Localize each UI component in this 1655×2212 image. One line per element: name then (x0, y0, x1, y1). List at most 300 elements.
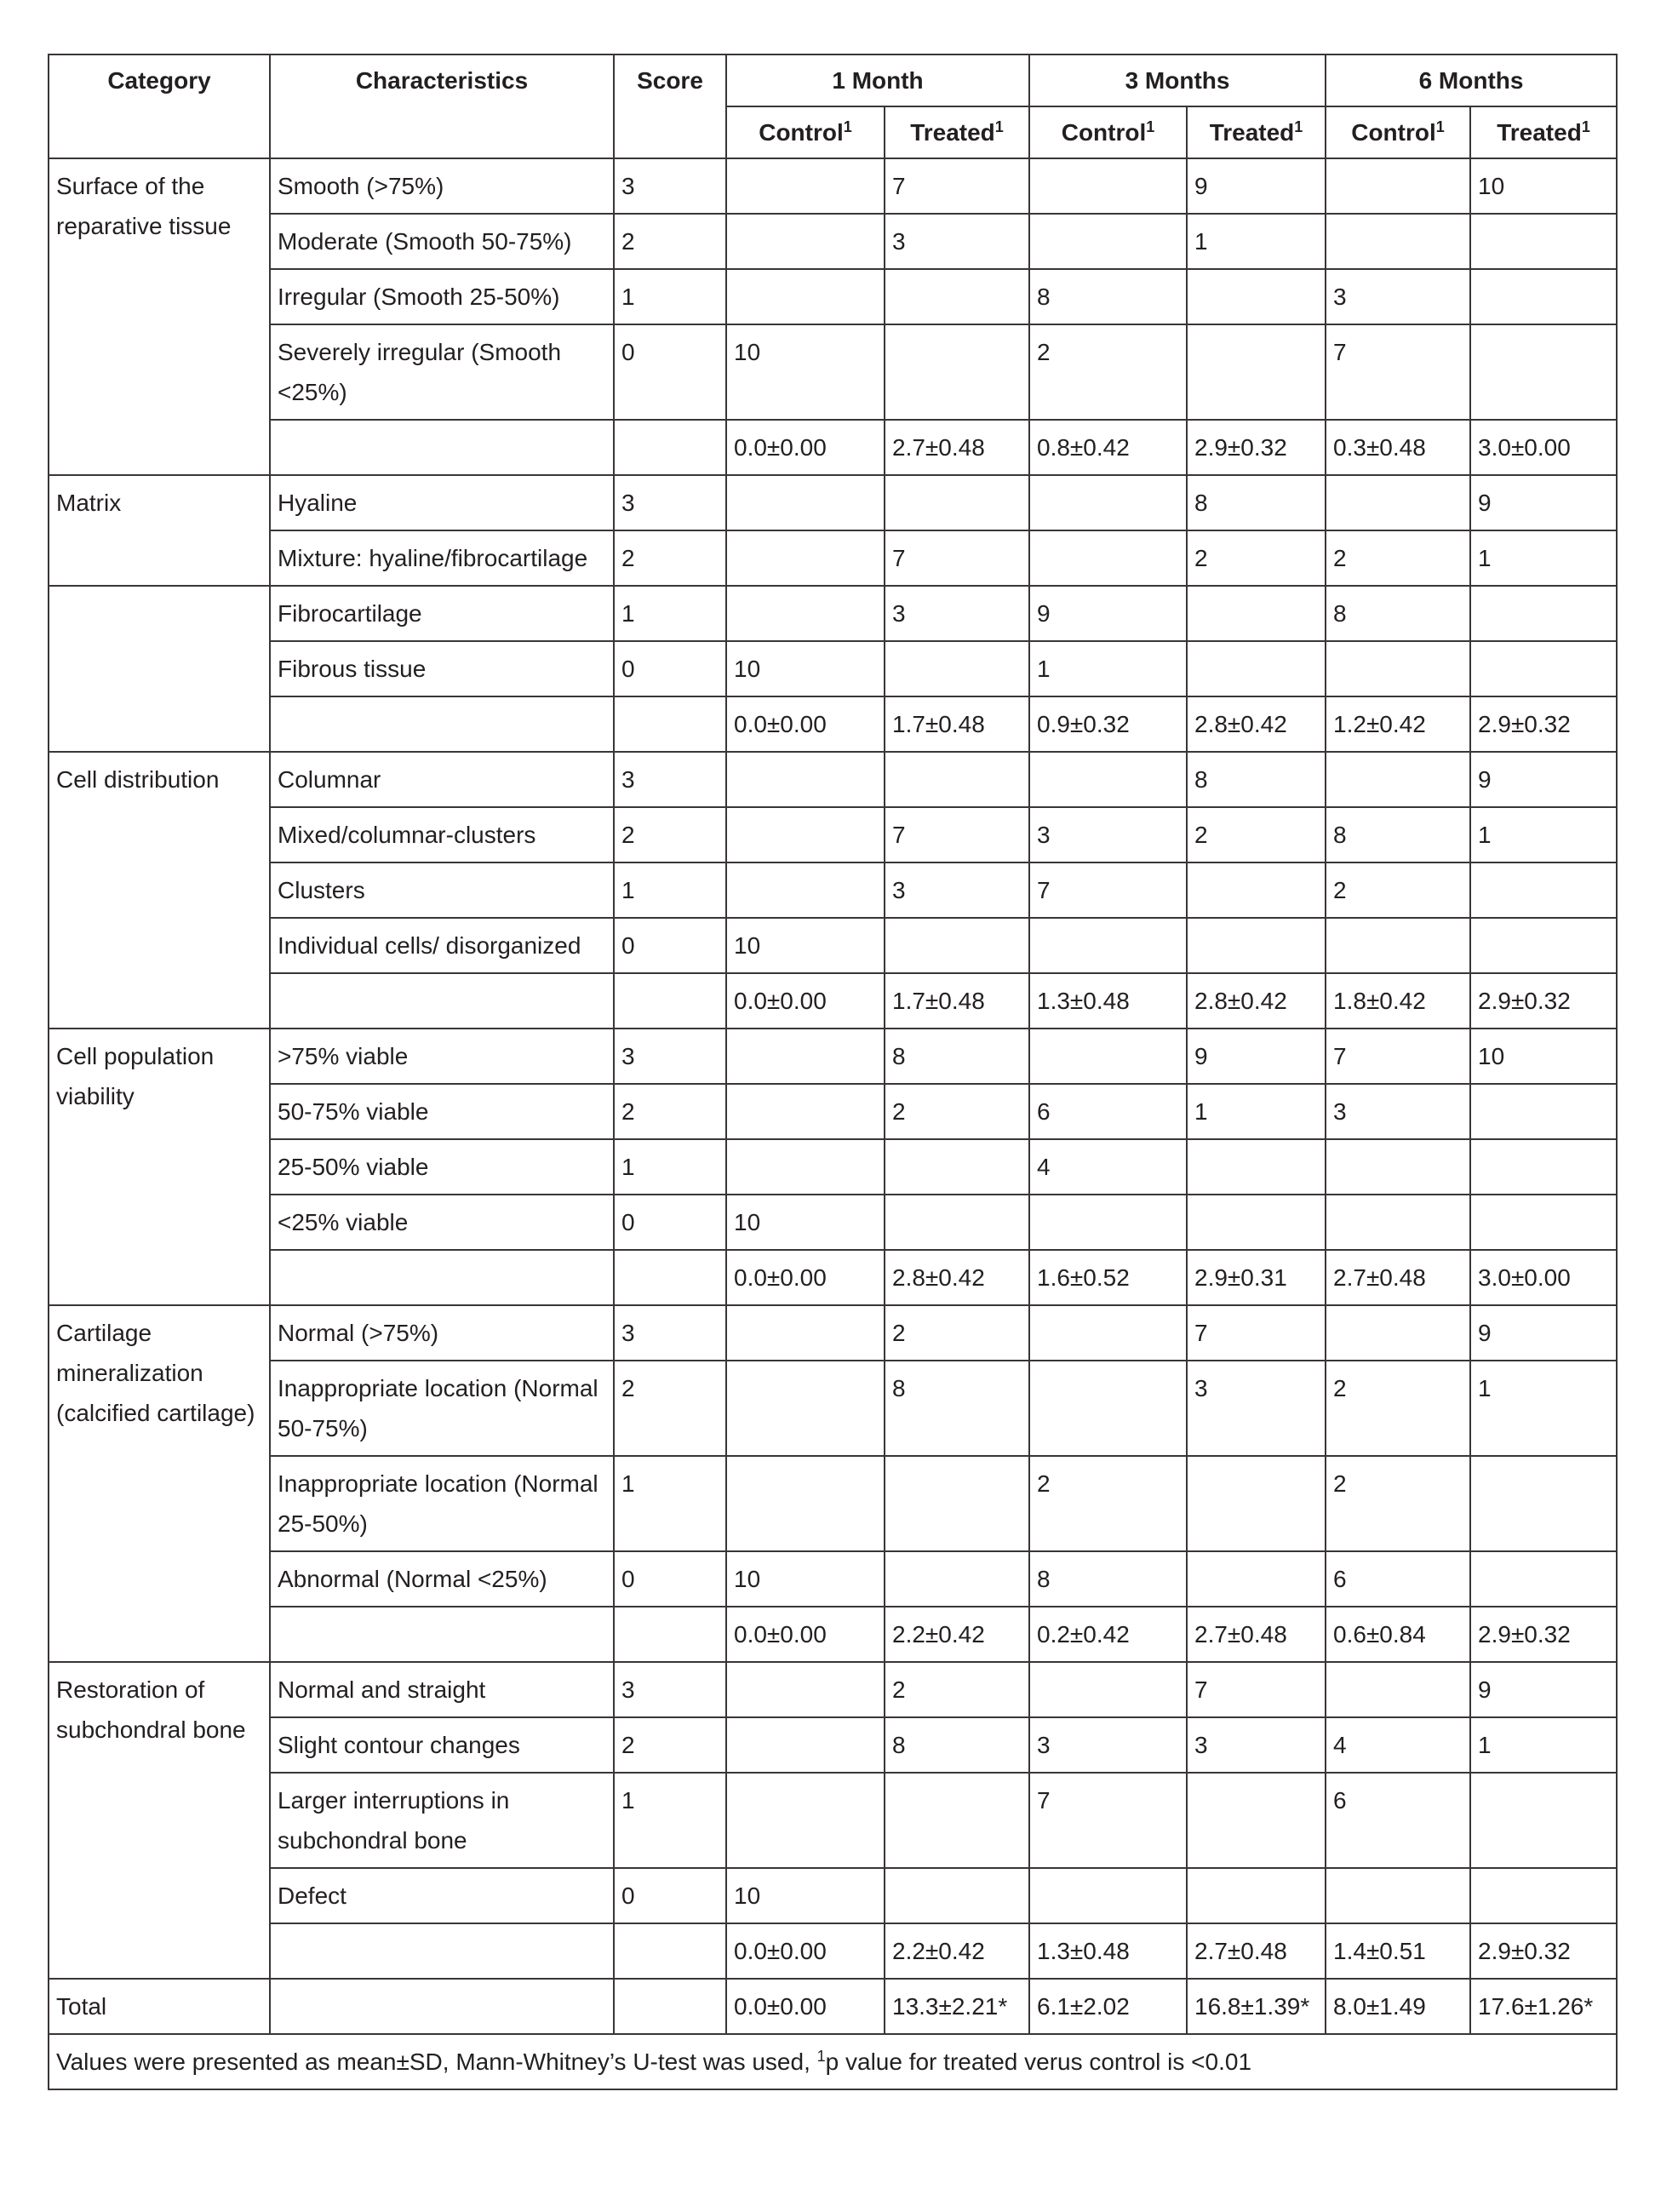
count-cell (1470, 1195, 1617, 1250)
total-cell: 16.8±1.39* (1187, 1979, 1326, 2034)
count-cell (1187, 324, 1326, 420)
score-cell: 1 (614, 1456, 726, 1551)
count-cell (1470, 1456, 1617, 1551)
count-cell: 1 (1470, 807, 1617, 862)
count-cell: 10 (1470, 1029, 1617, 1084)
count-cell: 1 (1470, 1717, 1617, 1773)
table-body (49, 158, 1617, 2089)
table-row (49, 530, 1617, 586)
table-row (49, 1868, 1617, 1923)
count-cell (1187, 1456, 1326, 1551)
table-row (49, 1195, 1617, 1250)
count-cell (1326, 1305, 1470, 1361)
total-cell: 8.0±1.49 (1326, 1979, 1470, 2034)
count-cell (1187, 862, 1326, 918)
mean-cell: 1.7±0.48 (885, 973, 1029, 1029)
count-cell (1470, 1084, 1617, 1139)
count-cell (1029, 475, 1187, 530)
count-cell (1029, 1195, 1187, 1250)
count-cell (1470, 1773, 1617, 1868)
mean-cell: 0.0±0.00 (726, 420, 885, 475)
score-cell: 2 (614, 807, 726, 862)
count-cell: 6 (1326, 1551, 1470, 1607)
mean-cell: 2.9±0.32 (1470, 1923, 1617, 1979)
characteristic-cell: Inappropriate location (Normal 50-75%) (270, 1361, 614, 1456)
mean-cell: 2.9±0.32 (1187, 420, 1326, 475)
mean-cell: 0.0±0.00 (726, 1607, 885, 1662)
mean-cell: 2.8±0.42 (1187, 696, 1326, 752)
mean-row (49, 1607, 1617, 1662)
count-cell: 2 (1326, 862, 1470, 918)
count-cell: 9 (1187, 158, 1326, 214)
table-row (49, 475, 1617, 530)
count-cell (1470, 1868, 1617, 1923)
count-cell: 7 (885, 807, 1029, 862)
count-cell: 2 (885, 1305, 1029, 1361)
table-row (49, 918, 1617, 973)
subheader-treated (1470, 106, 1617, 158)
table-row (49, 1456, 1617, 1551)
mean-cell: 2.9±0.32 (1470, 973, 1617, 1029)
count-cell: 10 (726, 1551, 885, 1607)
total-label: Total (49, 1979, 270, 2034)
characteristic-cell-empty (270, 420, 614, 475)
header-period: 3 Months (1029, 54, 1326, 106)
count-cell: 7 (1029, 1773, 1187, 1868)
table-row (49, 807, 1617, 862)
count-cell (1029, 1029, 1187, 1084)
score-cell: 1 (614, 862, 726, 918)
characteristic-cell: Severely irregular (Smooth <25%) (270, 324, 614, 420)
footnote-marker: 1 (1294, 118, 1303, 135)
count-cell: 8 (1326, 807, 1470, 862)
count-cell: 7 (885, 158, 1029, 214)
table-row (49, 1084, 1617, 1139)
characteristic-cell: Irregular (Smooth 25-50%) (270, 269, 614, 324)
mean-cell: 3.0±0.00 (1470, 420, 1617, 475)
score-cell: 1 (614, 1773, 726, 1868)
score-cell-empty (614, 696, 726, 752)
count-cell: 9 (1470, 752, 1617, 807)
count-cell: 6 (1029, 1084, 1187, 1139)
subheader-control (1326, 106, 1470, 158)
table-row (49, 862, 1617, 918)
table-row (49, 1662, 1617, 1717)
count-cell: 7 (1326, 324, 1470, 420)
count-cell (726, 862, 885, 918)
category-cell: Cell distribution (49, 752, 270, 1029)
count-cell: 7 (1187, 1305, 1326, 1361)
subheader-treated (885, 106, 1029, 158)
footnote-marker: 1 (1581, 118, 1590, 135)
total-row (49, 1979, 1617, 2034)
total-cell: 13.3±2.21* (885, 1979, 1029, 2034)
count-cell (1187, 1773, 1326, 1868)
score-cell-empty (614, 420, 726, 475)
count-cell (726, 1717, 885, 1773)
table-row (49, 1305, 1617, 1361)
characteristic-cell-empty (270, 1250, 614, 1305)
score-cell: 2 (614, 1361, 726, 1456)
count-cell: 2 (885, 1084, 1029, 1139)
mean-cell: 2.9±0.32 (1470, 1607, 1617, 1662)
characteristic-cell: Inappropriate location (Normal 25-50%) (270, 1456, 614, 1551)
count-cell (1326, 1868, 1470, 1923)
score-cell: 3 (614, 158, 726, 214)
characteristic-cell: Fibrocartilage (270, 586, 614, 641)
count-cell (1029, 1868, 1187, 1923)
count-cell: 2 (1326, 1456, 1470, 1551)
count-cell: 3 (1029, 1717, 1187, 1773)
header-characteristics: Characteristics (270, 54, 614, 158)
count-cell: 8 (1326, 586, 1470, 641)
table-row (49, 641, 1617, 696)
subheader-control (1029, 106, 1187, 158)
count-cell: 3 (1187, 1361, 1326, 1456)
characteristic-cell: Mixture: hyaline/fibrocartilage (270, 530, 614, 586)
count-cell: 8 (1187, 475, 1326, 530)
count-cell: 10 (726, 1195, 885, 1250)
count-cell (885, 752, 1029, 807)
count-cell: 7 (1326, 1029, 1470, 1084)
total-cell: 17.6±1.26* (1470, 1979, 1617, 2034)
count-cell: 8 (1029, 1551, 1187, 1607)
score-cell: 0 (614, 1195, 726, 1250)
characteristic-cell-empty (270, 973, 614, 1029)
subheader-label: Treated (1209, 119, 1295, 146)
category-cell: Cartilage mineralization (calcified cartilage) (49, 1305, 270, 1662)
mean-cell: 1.2±0.42 (1326, 696, 1470, 752)
count-cell (1187, 1551, 1326, 1607)
mean-cell: 1.4±0.51 (1326, 1923, 1470, 1979)
footnote-marker: 1 (843, 118, 852, 135)
count-cell (1029, 1305, 1187, 1361)
count-cell (885, 1139, 1029, 1195)
count-cell: 9 (1470, 1662, 1617, 1717)
count-cell: 3 (1326, 269, 1470, 324)
characteristic-cell-empty (270, 1923, 614, 1979)
count-cell (1326, 1139, 1470, 1195)
mean-cell: 1.8±0.42 (1326, 973, 1470, 1029)
mean-cell: 2.8±0.42 (885, 1250, 1029, 1305)
count-cell (1470, 586, 1617, 641)
score-cell-empty (614, 1607, 726, 1662)
score-cell: 1 (614, 269, 726, 324)
mean-row (49, 420, 1617, 475)
count-cell (726, 1773, 885, 1868)
mean-cell: 1.7±0.48 (885, 696, 1029, 752)
mean-cell: 2.7±0.48 (1326, 1250, 1470, 1305)
subheader-label: Control (1351, 119, 1436, 146)
characteristic-cell: Slight contour changes (270, 1717, 614, 1773)
count-cell: 8 (885, 1029, 1029, 1084)
count-cell (1029, 918, 1187, 973)
count-cell (885, 324, 1029, 420)
mean-row (49, 973, 1617, 1029)
count-cell: 3 (1187, 1717, 1326, 1773)
count-cell (885, 475, 1029, 530)
count-cell: 1 (1470, 530, 1617, 586)
count-cell (1326, 1662, 1470, 1717)
count-cell (885, 1773, 1029, 1868)
subheader-label: Control (1061, 119, 1147, 146)
count-cell (726, 158, 885, 214)
characteristic-cell: Normal and straight (270, 1662, 614, 1717)
characteristic-cell: Fibrous tissue (270, 641, 614, 696)
count-cell (1187, 918, 1326, 973)
count-cell: 10 (1470, 158, 1617, 214)
count-cell (885, 269, 1029, 324)
count-cell (1326, 1195, 1470, 1250)
characteristic-cell: Defect (270, 1868, 614, 1923)
count-cell: 1 (1187, 214, 1326, 269)
mean-row (49, 1250, 1617, 1305)
count-cell: 3 (1326, 1084, 1470, 1139)
count-cell: 8 (885, 1361, 1029, 1456)
count-cell: 4 (1326, 1717, 1470, 1773)
count-cell (726, 1662, 885, 1717)
count-cell (1470, 1139, 1617, 1195)
category-cell: Cell population viability (49, 1029, 270, 1305)
characteristic-cell: 25-50% viable (270, 1139, 614, 1195)
mean-cell: 1.6±0.52 (1029, 1250, 1187, 1305)
table-row (49, 752, 1617, 807)
mean-cell: 3.0±0.00 (1470, 1250, 1617, 1305)
characteristic-cell: Normal (>75%) (270, 1305, 614, 1361)
footnote-text: p value for treated verus control is <0.01 (825, 2049, 1252, 2075)
mean-cell: 2.9±0.32 (1470, 696, 1617, 752)
count-cell (1029, 530, 1187, 586)
header-row (49, 54, 1617, 106)
score-cell-empty (614, 1979, 726, 2034)
count-cell (1029, 214, 1187, 269)
count-cell (885, 1551, 1029, 1607)
table-row (49, 269, 1617, 324)
score-cell: 0 (614, 1868, 726, 1923)
count-cell (1326, 641, 1470, 696)
count-cell (1470, 1551, 1617, 1607)
count-cell (1470, 641, 1617, 696)
count-cell: 2 (1029, 1456, 1187, 1551)
footnote-marker: 1 (1146, 118, 1155, 135)
category-cell: Surface of the reparative tissue (49, 158, 270, 475)
count-cell: 3 (1029, 807, 1187, 862)
mean-row (49, 1923, 1617, 1979)
count-cell (726, 475, 885, 530)
count-cell: 6 (1326, 1773, 1470, 1868)
score-cell: 3 (614, 752, 726, 807)
mean-cell: 0.8±0.42 (1029, 420, 1187, 475)
count-cell: 8 (1029, 269, 1187, 324)
characteristic-cell: Hyaline (270, 475, 614, 530)
footnote-marker: 1 (994, 118, 1004, 135)
count-cell (1187, 586, 1326, 641)
count-cell: 1 (1187, 1084, 1326, 1139)
characteristic-cell: Moderate (Smooth 50-75%) (270, 214, 614, 269)
subheader-treated (1187, 106, 1326, 158)
count-cell (885, 1195, 1029, 1250)
mean-cell: 2.8±0.42 (1187, 973, 1326, 1029)
characteristic-cell: 50-75% viable (270, 1084, 614, 1139)
score-cell: 1 (614, 586, 726, 641)
count-cell: 8 (885, 1717, 1029, 1773)
count-cell (726, 1305, 885, 1361)
mean-cell: 0.3±0.48 (1326, 420, 1470, 475)
count-cell: 10 (726, 641, 885, 696)
mean-cell: 2.7±0.48 (1187, 1607, 1326, 1662)
count-cell: 2 (1326, 1361, 1470, 1456)
count-cell: 9 (1187, 1029, 1326, 1084)
characteristic-cell-empty (270, 1979, 614, 2034)
table-row (49, 324, 1617, 420)
count-cell (1326, 475, 1470, 530)
count-cell: 7 (1029, 862, 1187, 918)
table-row (49, 1717, 1617, 1773)
category-cell-empty (49, 586, 270, 752)
mean-cell: 0.0±0.00 (726, 973, 885, 1029)
count-cell (1470, 269, 1617, 324)
count-cell (1029, 1662, 1187, 1717)
table-row (49, 214, 1617, 269)
mean-cell: 2.2±0.42 (885, 1607, 1029, 1662)
characteristic-cell-empty (270, 696, 614, 752)
count-cell (1029, 1361, 1187, 1456)
count-cell: 1 (1470, 1361, 1617, 1456)
count-cell (726, 214, 885, 269)
score-cell: 2 (614, 530, 726, 586)
mean-cell: 2.9±0.31 (1187, 1250, 1326, 1305)
characteristic-cell: Columnar (270, 752, 614, 807)
count-cell (1470, 918, 1617, 973)
count-cell: 10 (726, 324, 885, 420)
header-category: Category (49, 54, 270, 158)
score-cell: 2 (614, 214, 726, 269)
score-cell: 0 (614, 324, 726, 420)
count-cell: 2 (1187, 807, 1326, 862)
score-cell: 0 (614, 1551, 726, 1607)
characteristic-cell: Smooth (>75%) (270, 158, 614, 214)
count-cell (1187, 641, 1326, 696)
count-cell (1326, 214, 1470, 269)
count-cell: 9 (1029, 586, 1187, 641)
count-cell (726, 1084, 885, 1139)
count-cell (1029, 752, 1187, 807)
count-cell (1326, 158, 1470, 214)
mean-cell: 1.3±0.48 (1029, 1923, 1187, 1979)
subheader-label: Control (759, 119, 844, 146)
characteristic-cell: Mixed/columnar-clusters (270, 807, 614, 862)
score-cell: 3 (614, 1029, 726, 1084)
mean-cell: 0.2±0.42 (1029, 1607, 1187, 1662)
mean-row (49, 696, 1617, 752)
characteristic-cell: Individual cells/ disorganized (270, 918, 614, 973)
count-cell (1187, 1868, 1326, 1923)
count-cell (1470, 862, 1617, 918)
mean-cell: 0.6±0.84 (1326, 1607, 1470, 1662)
count-cell (726, 1029, 885, 1084)
count-cell (885, 641, 1029, 696)
subheader-label: Treated (910, 119, 995, 146)
table-row (49, 1551, 1617, 1607)
mean-cell: 2.7±0.48 (885, 420, 1029, 475)
mean-cell: 0.0±0.00 (726, 1250, 885, 1305)
count-cell: 8 (1187, 752, 1326, 807)
count-cell (726, 1456, 885, 1551)
count-cell: 2 (1187, 530, 1326, 586)
footnote-marker: 1 (816, 2048, 826, 2065)
score-cell: 0 (614, 641, 726, 696)
count-cell (885, 1868, 1029, 1923)
count-cell (885, 918, 1029, 973)
mean-cell: 2.2±0.42 (885, 1923, 1029, 1979)
count-cell (1470, 324, 1617, 420)
table-row (49, 1361, 1617, 1456)
score-cell: 2 (614, 1717, 726, 1773)
characteristic-cell: Clusters (270, 862, 614, 918)
table-header (49, 54, 1617, 158)
subheader-label: Treated (1497, 119, 1582, 146)
score-cell: 0 (614, 918, 726, 973)
header-period: 1 Month (726, 54, 1029, 106)
count-cell (726, 807, 885, 862)
count-cell (726, 269, 885, 324)
characteristic-cell-empty (270, 1607, 614, 1662)
total-cell: 0.0±0.00 (726, 1979, 885, 2034)
total-cell: 6.1±2.02 (1029, 1979, 1187, 2034)
count-cell: 10 (726, 918, 885, 973)
count-cell (726, 752, 885, 807)
count-cell (885, 1456, 1029, 1551)
count-cell: 2 (1029, 324, 1187, 420)
count-cell: 1 (1029, 641, 1187, 696)
table-row (49, 1773, 1617, 1868)
score-cell: 1 (614, 1139, 726, 1195)
score-cell: 3 (614, 1305, 726, 1361)
scoring-table (48, 54, 1618, 2090)
count-cell: 3 (885, 862, 1029, 918)
footnote-cell (49, 2034, 1617, 2089)
score-cell-empty (614, 1250, 726, 1305)
count-cell: 7 (885, 530, 1029, 586)
count-cell: 10 (726, 1868, 885, 1923)
category-cell: Matrix (49, 475, 270, 586)
characteristic-cell: Abnormal (Normal <25%) (270, 1551, 614, 1607)
count-cell (1187, 269, 1326, 324)
category-cell: Restoration of subchondral bone (49, 1662, 270, 1979)
count-cell (1187, 1139, 1326, 1195)
score-cell: 2 (614, 1084, 726, 1139)
score-cell: 3 (614, 475, 726, 530)
mean-cell: 1.3±0.48 (1029, 973, 1187, 1029)
characteristic-cell: Larger interruptions in subchondral bone (270, 1773, 614, 1868)
count-cell (726, 586, 885, 641)
footnote-text: Values were presented as mean±SD, Mann-Whitney’s U-test was used, (56, 2049, 817, 2075)
table-row (49, 158, 1617, 214)
score-cell: 3 (614, 1662, 726, 1717)
header-period: 6 Months (1326, 54, 1617, 106)
count-cell: 2 (885, 1662, 1029, 1717)
mean-cell: 0.0±0.00 (726, 696, 885, 752)
count-cell (1326, 918, 1470, 973)
footnote-marker: 1 (1435, 118, 1445, 135)
count-cell: 3 (885, 586, 1029, 641)
count-cell (1470, 214, 1617, 269)
count-cell: 9 (1470, 475, 1617, 530)
count-cell (726, 1139, 885, 1195)
table-row (49, 1139, 1617, 1195)
subheader-control (726, 106, 885, 158)
count-cell: 9 (1470, 1305, 1617, 1361)
